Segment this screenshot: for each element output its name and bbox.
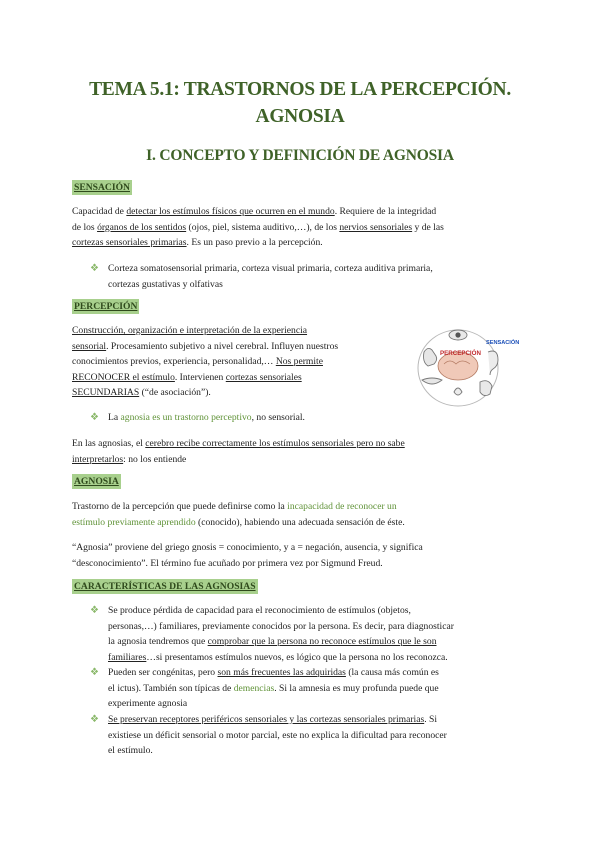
bullet-icon: ❖: [90, 412, 99, 423]
bullet-icon: ❖: [90, 714, 99, 725]
percepcion-paragraph: Construcción, organización e interpretación de la experiencia sensorial. Procesamiento subjetivo a nivel cerebral. Influyen nuestros conocimientos previos, experiencia, personalidad,… Nos permite RECONOCER el estímulo. Intervienen cortezas sensoriales SECUNDARIAS (“de asociación”).: [72, 325, 339, 398]
hand-icon: [424, 348, 437, 366]
bullet-icon: ❖: [90, 605, 99, 616]
sensacion-paragraph: Capacidad de detectar los estímulos físicos que ocurren en el mundo. Requiere de la integridad de los órganos de los sentidos (ojos, piel, sistema auditivo,…), de los nervios sensoriales y de las cortezas sensoriales primarias. Es un paso previo a la percepción.: [72, 206, 444, 248]
bullet-icon: ❖: [90, 667, 99, 678]
perception-diagram: [414, 322, 534, 410]
label-percepcion: PERCEPCIÓN: [440, 350, 481, 357]
mouth-icon: [422, 378, 442, 384]
ear-icon: [488, 351, 498, 375]
agnosia-etymology: “Agnosia” proviene del griego gnosis = conocimiento, y a = negación, ausencia, y significa “desconocimiento”. El término fue acuñado por primera vez por Sigmund Freud.: [72, 542, 423, 569]
nose-icon: [454, 388, 462, 395]
title-line-2: AGNOSIA: [255, 106, 345, 127]
hand-right-icon: [480, 381, 492, 396]
agnosia-definition: Trastorno de la percepción que puede definirse como la incapacidad de reconocer un estímulo previamente aprendido (conocido), habiendo una adecuada sensación de éste.: [72, 501, 405, 528]
page-title: [60, 76, 540, 130]
eye-icon: [449, 330, 467, 340]
agnosias-note: En las agnosias, el cerebro recibe correctamente los estímulos sensoriales pero no sabe interpretarlos: no los entiende: [72, 438, 405, 465]
heading-caracteristicas: CARACTERÍSTICAS DE LAS AGNOSIAS: [74, 581, 256, 592]
section-title: I. CONCEPTO Y DEFINICIÓN DE AGNOSIA: [146, 147, 454, 164]
heading-sensacion: SENSACIÓN: [74, 182, 130, 193]
heading-agnosia: AGNOSIA: [74, 476, 119, 487]
bullet-icon: ❖: [90, 263, 99, 274]
label-sensacion: SENSACIÓN: [486, 340, 520, 346]
title-line-1: TEMA 5.1: TRASTORNOS DE LA PERCEPCIÓN.: [89, 79, 511, 100]
heading-percepcion: PERCEPCIÓN: [74, 301, 138, 312]
